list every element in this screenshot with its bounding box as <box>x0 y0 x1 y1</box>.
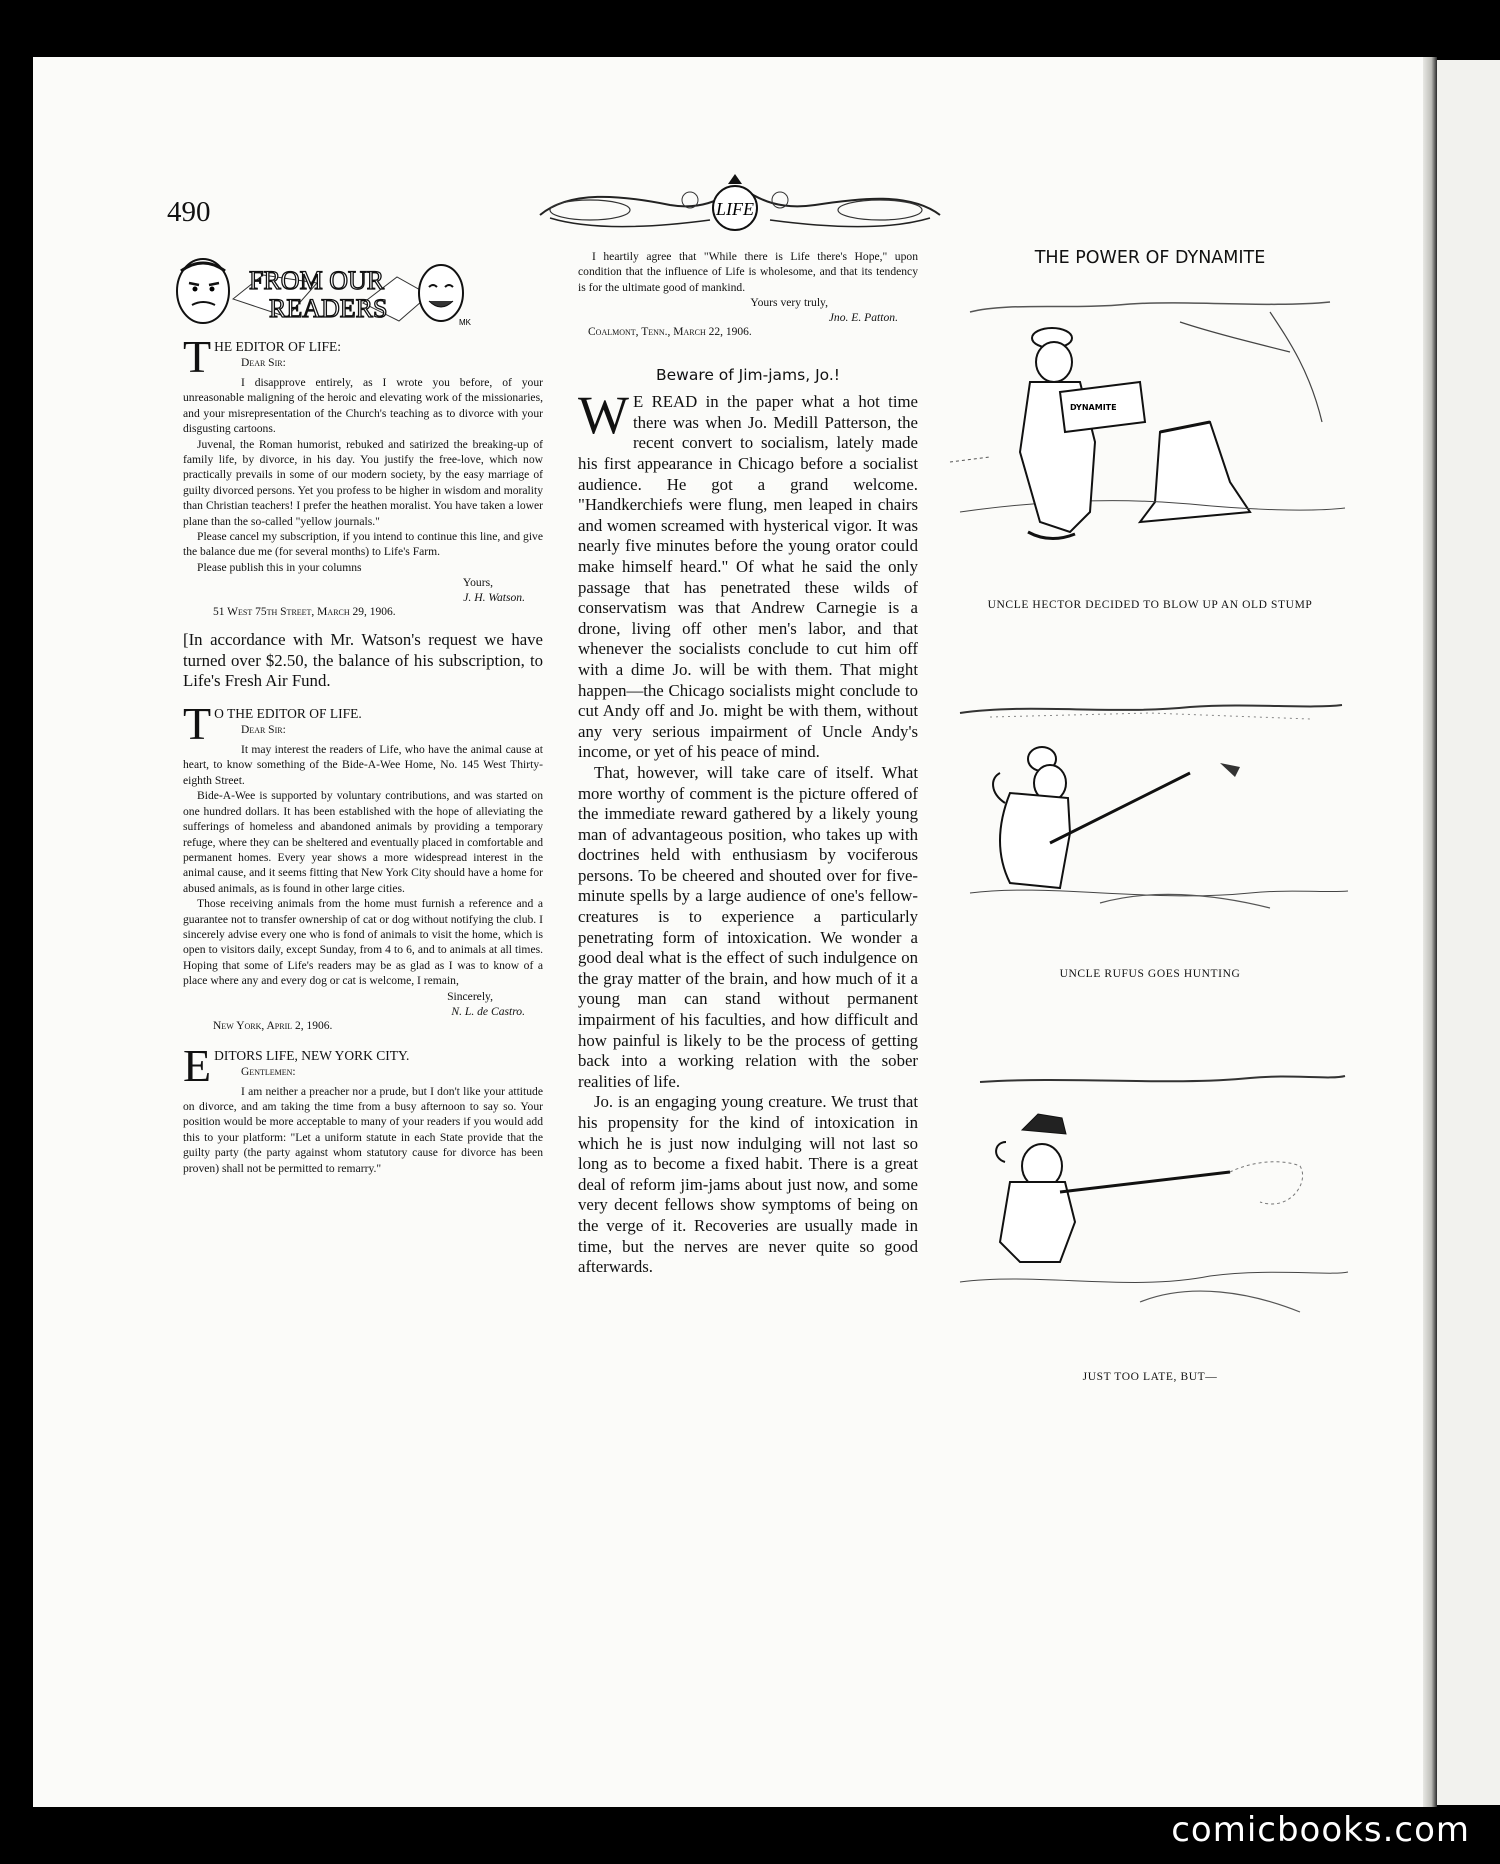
header-line-1: FROM OUR <box>249 266 385 295</box>
letter4-dateline: Coalmont, Tenn., March 22, 1906. <box>588 326 752 339</box>
column-letters <box>183 255 543 1176</box>
letter3-heading: EDITORS LIFE, NEW YORK CITY. Gentlemen: <box>183 1048 543 1080</box>
letter1-heading: THE EDITOR OF LIFE: Dear Sir: <box>183 339 543 371</box>
caption-panel-1: UNCLE HECTOR DECIDED TO BLOW UP AN OLD STUMP <box>987 599 1313 611</box>
article-body: W E READ in the paper what a hot time there was when Jo. Medill Patterson, the recent convert to socialism, lately made his first appearance in Chicago before a socialist audience. He got a grand welcome. "Handkerchiefs were flung, men leaped in chairs and women screamed with hysterical vigor. It was nearly five minutes before the young orator could make himself heard." Of what he said the only passage that has penetrated these wilds of conservatism was that Andrew Carnegie is a drone, living off other men's labor, and that whenever the socialists conclude to cut him off with a dime Jo. will be with them. That might happen—the Chicago socialists might conclude to cut Andy off and Jo. might be with them, without any very serious impairment of Uncle Andy's income, or yet of his peace of mind. That, however, will take care of itself. What more worthy of comment is the picture offered of the immediate reward gathered by a likely young man of advantageous position, who takes up with doctrines held with enthusiasm by vociferous persons. To be cheered and shouted over for five-minute spells by a large audience of one's fellow-creatures is to experience a particularly penetrating form of intoxication. We wonder a good deal what is the effect of such indulgence on the gray matter of the brain, and how much of it a young man can stand without permanent impairment of his faculties, and how difficult and how painful is likely to be the process of getting back into a working relation with the sober realities of life. Jo. is an engaging young creature. We trust that his propensity for the kind of intoxication in which he is just now indulging will not last so long as to become a fixed habit. There is a great deal of reform jim-jams about just now, and some very decent fellows show symptoms of being on the verge of it. Recoveries are usually made in time, but the nerves are never quite so good afterwards. <box>578 385 918 1277</box>
page-edge <box>1423 57 1437 1807</box>
salutation: Dear Sir: <box>241 724 286 737</box>
dynamite-box-label: DYNAMITE <box>1070 403 1117 412</box>
letter2-closing: Sincerely, <box>447 989 493 1003</box>
rabbit-silhouette <box>1220 763 1240 777</box>
page-number: 490 <box>167 196 211 228</box>
caption-panel-2: UNCLE RUFUS GOES HUNTING <box>1059 968 1241 980</box>
letter2-heading: T O THE EDITOR OF LIFE. Dear Sir: <box>183 706 543 738</box>
letter1-closing: Yours, <box>462 576 493 590</box>
grim-face-icon <box>177 259 229 323</box>
article-title: Beware of Jim-jams, Jo.! <box>655 366 841 385</box>
rifle <box>1060 1172 1230 1192</box>
masthead-life-text: LIFE <box>716 199 754 219</box>
letter2-signature: N. L. de Castro. <box>451 1004 525 1018</box>
watermark: comicbooks.com <box>1171 1810 1470 1850</box>
article-dropcap: W <box>578 385 629 446</box>
letter1-dateline: 51 West 75th Street, March 29, 1906. <box>213 606 396 619</box>
adjacent-page-strip <box>1437 60 1500 1805</box>
panel-too-late-illustration <box>950 1062 1350 1342</box>
column-article <box>578 249 918 1278</box>
salutation: Gentlemen: <box>241 1065 296 1078</box>
letter3-body: I am neither a preacher nor a prude, but I don't like your attitude on divorce, and am taking the time from a busy afternoon to say so. Your position would be more acceptable to many of your readers if you would add this to your platform: "Let a uniform statute in each State provide that the guilty party (the party against whom statutory cause for divorce has been proven) shall not be permitted to remarry." <box>183 1084 543 1175</box>
hunter-figure <box>996 1114 1075 1262</box>
from-our-readers-header <box>167 255 471 327</box>
uncle-rufus-figure <box>993 747 1070 888</box>
letter1-signature: J. H. Watson. <box>463 591 525 605</box>
rifle <box>1050 773 1190 843</box>
panel-hunting-illustration <box>950 693 1350 943</box>
panel-stump-illustration <box>950 282 1350 592</box>
letter2-body: It may interest the readers of Life, who have the animal cause at heart, to know something of the Bide-A-Wee Home, No. 145 West Thirty-eighth Street. Bide-A-Wee is supported by voluntary contributions, and was started on one hundred dollars. It has been established with the hope of alleviating the sufferings of homeless and abandoned animals by providing a temporary refuge, where they can be sheltered and eventually placed in comfortable and permanent homes. Every year shows a more widespread interest in the animal cause, and it seems fitting that New York City should have a home for abused animals, as is found in other large cities. Those receiving animals from the home must furnish a reference and a guarantee not to transfer ownership of cat or dog without notifying the club. I sincerely advise every one who is fond of animals to visit the home, which is open to visitors daily, except Sunday, from 4 to 6, and to animals at all times. Hoping that some of Life's readers may be as glad as I was to know of a place where any and every dog or cat is welcome, I remain, <box>183 743 543 988</box>
salutation: Dear Sir: <box>241 357 286 369</box>
letter4-signature: Jno. E. Patton. <box>828 311 898 325</box>
caption-panel-3: JUST TOO LATE, BUT— <box>1082 1371 1218 1383</box>
laughing-face-icon <box>419 265 463 321</box>
dropcap: T <box>183 331 212 382</box>
cartoon-series-title: THE POWER OF DYNAMITE <box>1034 248 1266 268</box>
smoke-cloud <box>1230 1162 1303 1204</box>
column-cartoons <box>950 248 1350 1385</box>
editor-note: [In accordance with Mr. Watson's request we have turned over $2.50, the balance of his subscription, to Life's Fresh Air Fund. <box>183 630 543 691</box>
dynamite-box <box>1060 382 1145 432</box>
letter4-closing: Yours very truly, <box>750 296 828 310</box>
letter-continued: I heartily agree that "While there is Life there's Hope," upon condition that the influence of Life is wholesome, and that its tendency is for the ultimate good of mankind. <box>578 250 918 294</box>
letter1-body: I disapprove entirely, as I wrote you before, of your unreasonable maligning of the heroic and elevating work of the missionaries, and your misrepresentation of the Church's teaching as to divorce with your disgusting cartoons. Juvenal, the Roman humorist, rebuked and satirized the breaking-up of family life, by divorce, in his day. You justify the free-love, which now practically prevails in some of our modern society, by the easy marriage of guilty divorced persons. Yet you profess to be higher in wisdom and morality than Christian teachers! I prefer the heathen moralist. You have taken a lower plane than the so-called "yellow journals." Please cancel my subscription, if you intend to continue this line, and give the balance due me (for several months) to Life's Farm. Please publish this in your columns <box>183 376 543 574</box>
masthead-ornament <box>530 170 950 240</box>
header-line-2: READERS <box>269 294 388 323</box>
uncle-hector-figure <box>1020 328 1095 539</box>
letter2-dateline: New York, April 2, 1906. <box>213 1019 333 1032</box>
artist-monogram: MK <box>459 318 471 327</box>
